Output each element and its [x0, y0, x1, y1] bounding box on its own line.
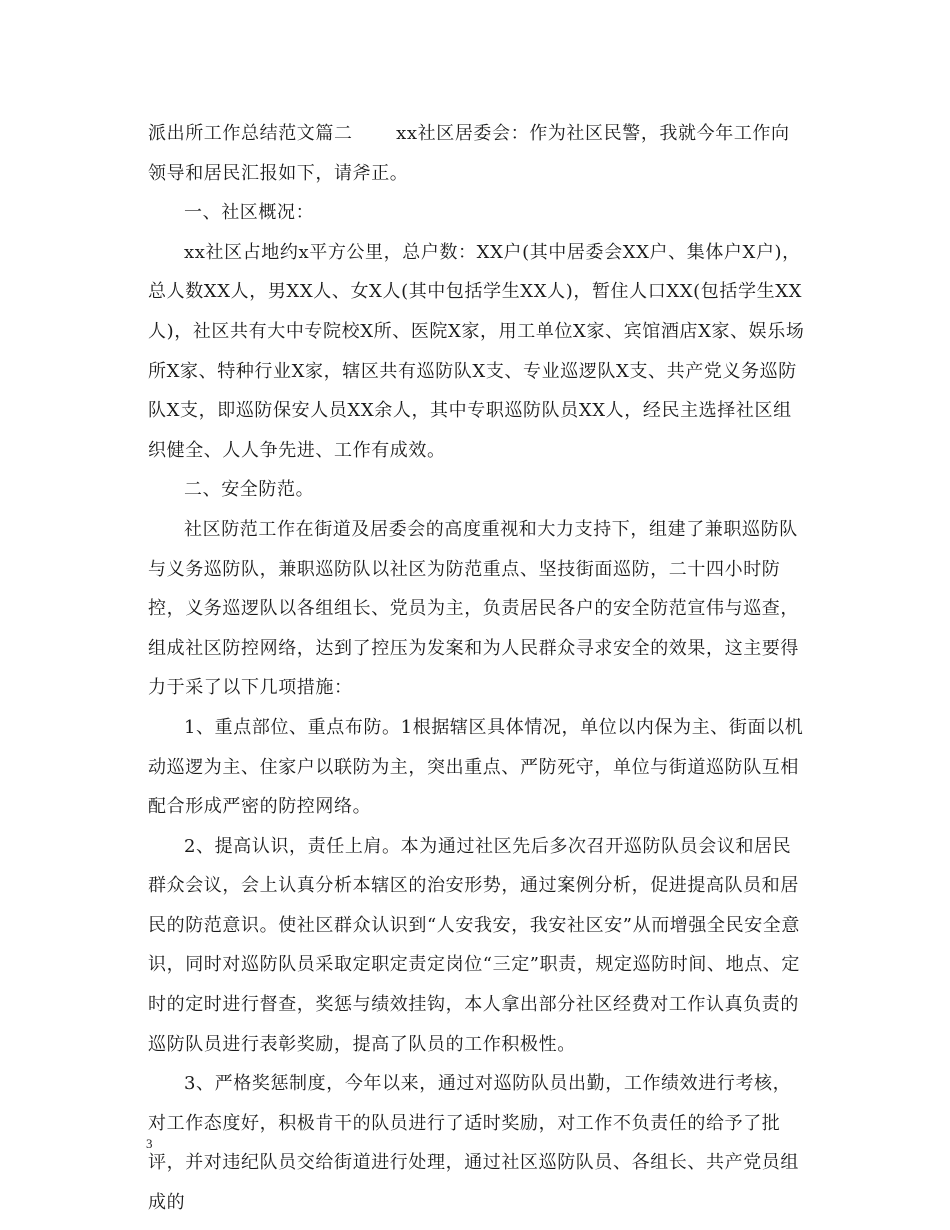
paragraph-measure-3: 3、严格奖惩制度，今年以来，通过对巡防队员出勤，工作绩效进行考核，对工作态度好，积极肯干的队员进行了适时奖励，对工作不负责任的给予了批评，并对违纪队员交给街道进行处理，通过社区巡防队员、各组长、共产党员组成的: [148, 1073, 799, 1214]
page-number: 3: [146, 1136, 153, 1151]
paragraph-measure-2: 2、提高认识，责任上肩。本为通过社区先后多次召开巡防队员会议和居民群众会议，会上认真分析本辖区的治安形势，通过案例分析，促进提高队员和居民的防范意识。使社区群众认识到“人安我安，我安社区安”从而增强全民安全意识，同时对巡防队员采取定职定责定岗位“三定”职责，规定巡防时间、地点、定时的定时进行督查，奖惩与绩效挂钩，本人拿出部分社区经费对工作认真负责的巡防队员进行表彰奖励，提高了队员的工作积极性。: [148, 835, 801, 1055]
paragraph-measure-1: 1、重点部位、重点布防。1根据辖区具体情况，单位以内保为主、街面以机动巡逻为主、住家户以联防为主，突出重点、严防死守，单位与街道巡防队互相配合形成严密的防控网络。: [148, 716, 804, 818]
heading-community-overview: 一、社区概况：: [184, 202, 315, 224]
document-body: [148, 114, 808, 1223]
paragraph-community-overview: xx社区占地约x平方公里，总户数：XX户(其中居委会XX户、集体户X户)，总人数XX人，男XX人、女X人(其中包括学生XX人)，暂住人口XX(包括学生XX人)，社区共有大中专院校X所、医院X家，用工单位X家、宾馆酒店X家、娱乐场所X家、特种行业X家，辖区共有巡防队X支、专业巡逻队X支、共产党义务巡防队X支，即巡防保安人员XX余人，其中专职巡防队员XX人，经民主选择社区组织健全、人人争先进、工作有成效。: [148, 241, 805, 461]
paragraph-safety-prevention: 社区防范工作在街道及居委会的高度重视和大力支持下，组建了兼职巡防队与义务巡防队，兼职巡防队以社区为防范重点、坚技街面巡防，二十四小时防控，义务巡逻队以各组组长、党员为主，负责居民各户的安全防范宣伟与巡查，组成社区防控网络，达到了控压为发案和为人民群众寻求安全的效果，这主要得力于采了以下几项措施：: [148, 518, 799, 699]
paragraph-title-intro: 派出所工作总结范文篇二 xx社区居委会：作为社区民警，我就今年工作向领导和居民汇报如下，请斧正。: [148, 123, 790, 184]
heading-safety-prevention: 二、安全防范。: [184, 479, 315, 501]
